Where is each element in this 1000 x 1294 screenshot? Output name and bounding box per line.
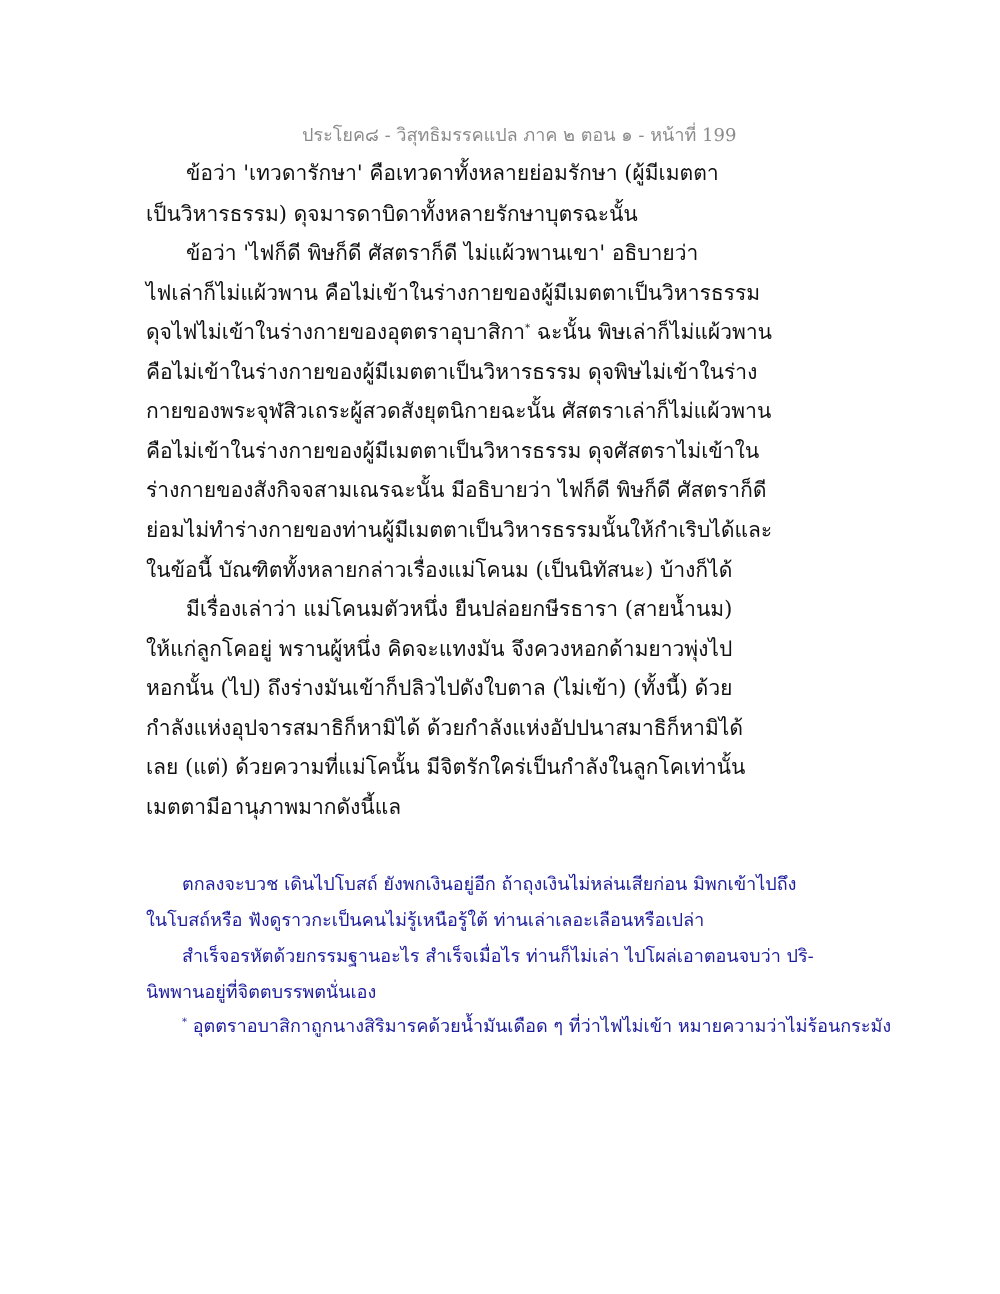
body-line: ย่อมไม่ทำร่างกายของท่านผู้มีเมตตาเป็นวิหารธรรมนั้นให้กำเริบได้และ xyxy=(146,518,773,542)
body-line: มีเรื่องเล่าว่า แม่โคนมตัวหนึ่ง ยืนปล่อยกษีรธารา (สายน้ำนม) xyxy=(186,597,733,621)
body-line: ในข้อนี้ บัณฑิตทั้งหลายกล่าวเรื่องแม่โคนม (เป็นนิทัสนะ) บ้างก็ได้ xyxy=(146,558,733,582)
body-line-text: ดุจไฟไม่เข้าในร่างกายของอุตตราอุบาสิกา xyxy=(146,320,526,344)
body-line: กำลังแห่งอุปจารสมาธิก็หามิได้ ด้วยกำลังแห่งอัปปนาสมาธิก็หามิได้ xyxy=(146,716,743,740)
body-line xyxy=(146,322,772,343)
footnote-marker: * xyxy=(182,1017,187,1028)
footnote-marker: * xyxy=(525,323,531,334)
body-line: คือไม่เข้าในร่างกายของผู้มีเมตตาเป็นวิหารธรรม ดุจศัสตราไม่เข้าใน xyxy=(146,439,760,463)
note-line: ในโบสถ์หรือ ฟังดูราวกะเป็นคนไม่รู้เหนือรู้ใต้ ท่านเล่าเลอะเลือนหรือเปล่า xyxy=(146,910,705,931)
body-line: ร่างกายของสังกิจจสามเณรฉะนั้น มีอธิบายว่า ไฟก็ดี พิษก็ดี ศัสตราก็ดี xyxy=(146,478,767,502)
body-line-text: ฉะนั้น พิษเล่าก็ไม่แผ้วพาน xyxy=(536,320,773,344)
page-header: ประโยค๘ - วิสุทธิมรรคแปล ภาค ๒ ตอน ๑ - หน้าที่ 199 xyxy=(302,125,737,146)
note-line: ตกลงจะบวช เดินไปโบสถ์ ยังพกเงินอยู่อีก ถ้าถุงเงินไม่หล่นเสียก่อน มิพกเข้าไปถึง xyxy=(182,874,797,895)
body-line: ข้อว่า 'เทวดารักษา' คือเทวดาทั้งหลายย่อมรักษา (ผู้มีเมตตา xyxy=(186,161,719,185)
body-line: เป็นวิหารธรรม) ดุจมารดาบิดาทั้งหลายรักษาบุตรฉะนั้น xyxy=(146,202,638,226)
body-line: คือไม่เข้าในร่างกายของผู้มีเมตตาเป็นวิหารธรรม ดุจพิษไม่เข้าในร่าง xyxy=(146,360,758,384)
note-line: สำเร็จอรหัตด้วยกรรมฐานอะไร สำเร็จเมื่อไร ท่านก็ไม่เล่า ไปโผล่เอาตอนจบว่า ปริ- xyxy=(182,946,814,967)
body-line: เมตตามีอานุภาพมากดังนี้แล xyxy=(146,795,402,819)
body-line: กายของพระจุฬสิวเถระผู้สวดสังยุตนิกายฉะนั้น ศัสตราเล่าก็ไม่แผ้วพาน xyxy=(146,399,772,423)
body-line: ไฟเล่าก็ไม่แผ้วพาน คือไม่เข้าในร่างกายของผู้มีเมตตาเป็นวิหารธรรม xyxy=(146,281,761,305)
body-line: หอกนั้น (ไป) ถึงร่างมันเข้าก็ปลิวไปดังใบตาล (ไม่เข้า) (ทั้งนี้) ด้วย xyxy=(146,676,733,700)
body-line: ข้อว่า 'ไฟก็ดี พิษก็ดี ศัสตราก็ดี ไม่แผ้วพานเขา' อธิบายว่า xyxy=(186,241,699,265)
body-line: ให้แก่ลูกโคอยู่ พรานผู้หนึ่ง คิดจะแทงมัน จึงควงหอกด้ามยาวพุ่งไป xyxy=(146,637,733,661)
footnote-text: อุตตราอบาสิกาถูกนางสิริมารคด้วยน้ำมันเดือด ๆ ที่ว่าไฟไม่เข้า หมายความว่าไม่ร้อนกระมัง xyxy=(192,1016,892,1037)
note-line: นิพพานอยู่ที่จิตตบรรพตนั่นเอง xyxy=(146,982,377,1003)
footnote xyxy=(182,1018,891,1036)
body-line: เลย (แต่) ด้วยความที่แม่โคนั้น มีจิตรักใคร่เป็นกำลังในลูกโคเท่านั้น xyxy=(146,755,746,779)
